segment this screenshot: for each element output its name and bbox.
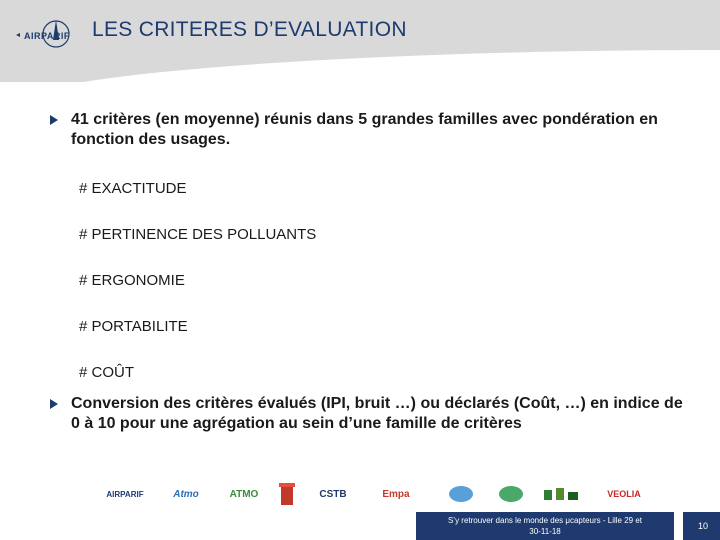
partner-name: ATMO xyxy=(229,488,259,500)
triangle-bullet-icon xyxy=(50,399,58,409)
logo-text: AIRPARIF xyxy=(24,31,70,41)
partner-logo-green xyxy=(496,476,526,512)
bullet-text: Conversion des critères évalués (IPI, bruit …) ou déclarés (Coût, …) en indice de 0 à 10 pour une agrégation au sein d’une famille de critères xyxy=(71,395,683,432)
family-item: # ERGONOMIE xyxy=(79,272,185,289)
partner-logo-plants xyxy=(540,476,584,512)
airparif-logo xyxy=(16,14,86,54)
family-item: # PERTINENCE DES POLLUANTS xyxy=(79,226,317,243)
partner-logo-airparif xyxy=(100,476,150,512)
page-number: 10 xyxy=(680,512,720,540)
partner-logo-cstb xyxy=(316,476,350,512)
partner-logo-red-building xyxy=(274,476,300,512)
building-icon xyxy=(278,481,296,507)
plants-icon xyxy=(542,484,582,504)
bullet-text: 41 critères (en moyenne) réunis dans 5 grandes familles avec pondération en fonction des usages. xyxy=(71,111,658,148)
family-item: # PORTABILITE xyxy=(79,318,188,335)
partner-logo-empa xyxy=(374,476,418,512)
footer-band xyxy=(416,512,674,540)
partner-logo-atmo-2 xyxy=(224,476,264,512)
page-title: LES CRITERES D’EVALUATION xyxy=(92,18,407,41)
family-item: # EXACTITUDE xyxy=(79,180,187,197)
cloud-icon xyxy=(448,484,474,504)
partner-name: VEOLIA xyxy=(607,489,641,499)
footer-line-2: 30-11-18 xyxy=(529,527,561,536)
footer-line-1: S’y retrouver dans le monde des μcapteurs - Lille 29 et xyxy=(447,516,643,525)
partner-logos xyxy=(100,476,660,512)
partner-logo-veolia xyxy=(594,476,654,512)
partner-name: AIRPARIF xyxy=(106,489,144,499)
partner-name: Atmo xyxy=(173,488,199,500)
partner-name: Empa xyxy=(382,488,410,500)
partner-logo-atmo xyxy=(166,476,206,512)
leaf-icon xyxy=(498,484,524,504)
partner-name: CSTB xyxy=(319,488,347,500)
partner-logo-blue xyxy=(446,476,476,512)
triangle-bullet-icon xyxy=(50,115,58,125)
family-item: # COÛT xyxy=(79,364,135,381)
